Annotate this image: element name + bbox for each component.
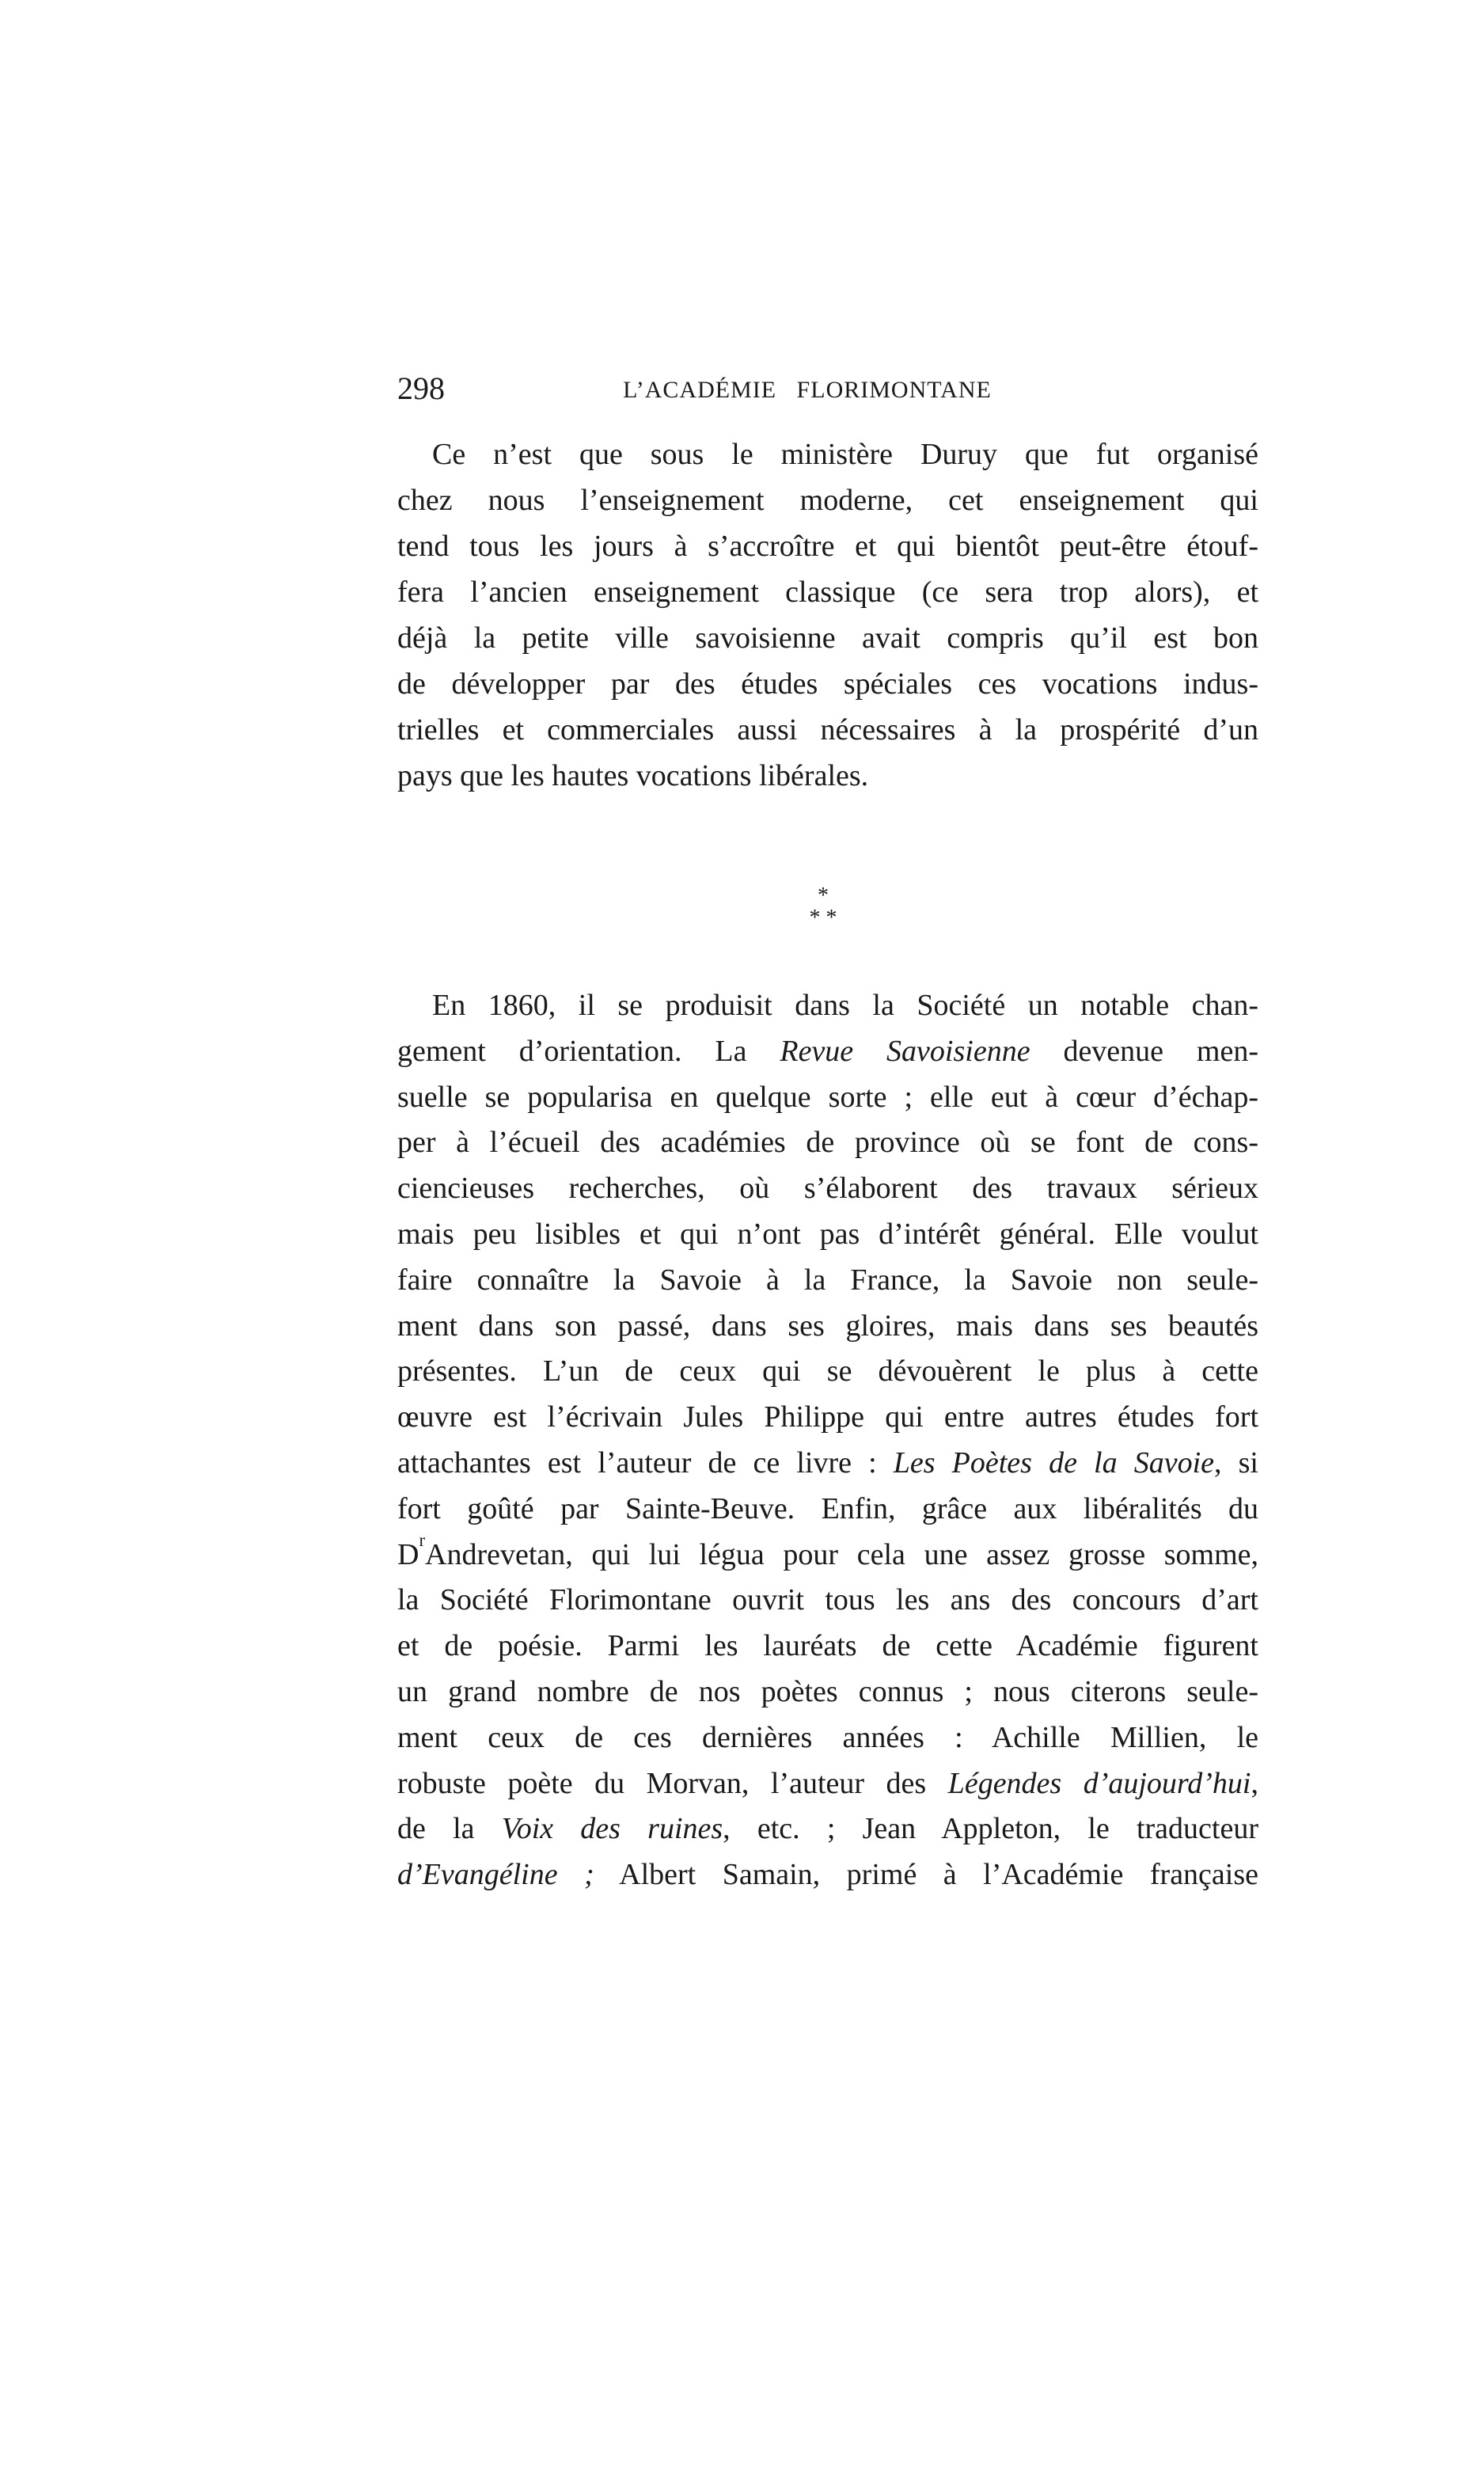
text-line	[397, 1074, 1258, 1120]
text-line	[397, 615, 1258, 661]
text-segment: de développer par des études spéciales ces vocations indus-	[397, 667, 1258, 701]
text-segment: déjà la petite ville savoisienne avait compris qu’il est bon	[397, 621, 1258, 655]
text-segment: trielles et commerciales aussi nécessaires à la prospérité d’un	[397, 713, 1258, 746]
text-line	[397, 1394, 1258, 1440]
text-segment: gement d’orientation. La	[397, 1034, 780, 1068]
text-line	[432, 431, 1258, 477]
text-line	[397, 1165, 1258, 1211]
text-line	[397, 1257, 1258, 1303]
italic-title: Voix des ruines	[501, 1812, 723, 1846]
text-segment: ciencieuses recherches, où s’élaborent des travaux sérieux	[397, 1172, 1258, 1206]
text-line	[397, 523, 1258, 569]
text-segment: fort goûté par Sainte-Beuve. Enfin, grâce aux libéralités du	[397, 1491, 1258, 1525]
asterism-top: *	[818, 883, 829, 908]
text-line	[397, 1303, 1258, 1349]
text-line	[397, 1486, 1258, 1532]
text-segment: per à l’écueil des académies de province où se font de cons-	[397, 1126, 1258, 1160]
text-line	[397, 1440, 1258, 1486]
text-segment: D	[397, 1537, 419, 1571]
text-segment: la Société Florimontane ouvrit tous les ans des concours d’art	[397, 1583, 1258, 1617]
text-segment: œuvre est l’écrivain Jules Philippe qui entre autres études fort	[397, 1400, 1258, 1434]
text-line	[397, 1806, 1258, 1852]
text-segment: r	[419, 1529, 426, 1550]
text-line	[397, 1211, 1258, 1257]
text-line	[397, 477, 1258, 523]
text-segment: robuste poète du Morvan, l’auteur des	[397, 1766, 948, 1800]
text-segment: fera l’ancien enseignement classique (ce sera trop alors), et	[397, 576, 1258, 609]
italic-title: Revue Savoisienne	[780, 1034, 1030, 1068]
text-segment: mais peu lisibles et qui n’ont pas d’intérêt général. Elle voulut	[397, 1218, 1258, 1251]
text-segment: Ce n’est que sous le ministère Duruy que fut organisé	[432, 438, 1258, 471]
text-segment: de la	[397, 1812, 502, 1846]
running-title: L’ACADÉMIE FLORIMONTANE	[623, 377, 992, 403]
text-segment: , etc. ; Jean Appleton, le traducteur	[723, 1812, 1258, 1846]
text-line	[397, 1852, 1258, 1897]
text-line	[397, 1669, 1258, 1715]
text-segment: ment dans son passé, dans ses gloires, mais dans ses beautés	[397, 1309, 1258, 1343]
text-line	[397, 1577, 1258, 1623]
text-line	[397, 1529, 1258, 1578]
page-number: 298	[397, 370, 445, 406]
text-line	[397, 569, 1258, 615]
text-segment: et de poésie. Parmi les lauréats de cette Académie figurent	[397, 1629, 1258, 1663]
italic-title: Les Poètes de la Savoie	[893, 1446, 1215, 1480]
text-segment: un grand nombre de nos poètes connus ; nous citerons seule-	[397, 1675, 1258, 1708]
italic-title: Légendes d’aujourd’hui	[947, 1766, 1251, 1800]
text-segment: pays que les hautes vocations libérales.	[397, 759, 869, 792]
text-line	[397, 1761, 1258, 1806]
text-segment: suelle se popularisa en quelque sorte ; elle eut à cœur d’échap-	[397, 1080, 1258, 1114]
text-line	[397, 1348, 1258, 1394]
text-segment: ment ceux de ces dernières années : Achille Millien, le	[397, 1720, 1258, 1754]
text-segment: Albert Samain, primé à l’Académie française	[594, 1858, 1258, 1892]
text-segment: Andrevetan, qui lui légua pour cela une assez grosse somme,	[425, 1537, 1258, 1571]
text-line	[397, 661, 1258, 707]
text-segment: attachantes est l’auteur de ce livre :	[397, 1446, 894, 1480]
text-line	[397, 1715, 1258, 1761]
text-segment: tend tous les jours à s’accroître et qui bientôt peut-être étouf-	[397, 530, 1258, 563]
text-segment: devenue men-	[1030, 1034, 1259, 1068]
text-segment: En 1860, il se produisit dans la Société un notable chan-	[432, 989, 1258, 1022]
text-segment: chez nous l’enseignement moderne, cet enseignement qui	[397, 484, 1258, 517]
asterism-bottom: * *	[809, 906, 837, 930]
text-line	[397, 707, 1258, 753]
text-line	[432, 982, 1258, 1028]
text-line	[397, 1623, 1258, 1669]
text-segment: faire connaître la Savoie à la France, la Savoie non seule-	[397, 1263, 1258, 1297]
text-segment: présentes. L’un de ceux qui se dévouèrent le plus à cette	[397, 1354, 1258, 1388]
text-line	[397, 1119, 1258, 1165]
text-segment: , si	[1214, 1446, 1258, 1480]
text-segment: ,	[1251, 1766, 1258, 1800]
text-line	[397, 753, 1258, 799]
text-line	[397, 1028, 1258, 1074]
italic-title: d’Evangéline ;	[397, 1858, 594, 1892]
